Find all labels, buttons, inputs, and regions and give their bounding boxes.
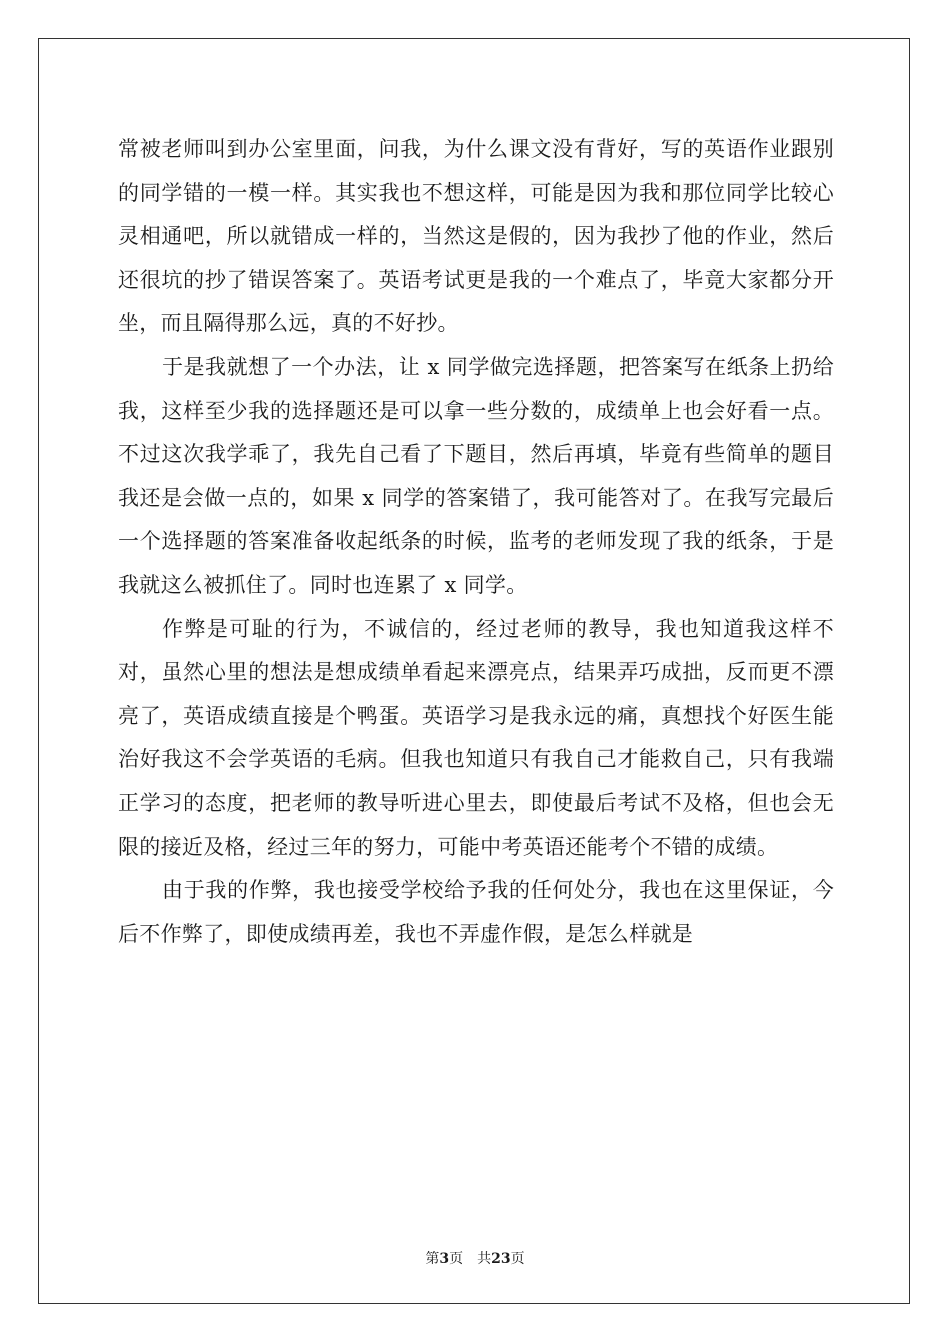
paragraph-2: 于是我就想了一个办法，让 x 同学做完选择题，把答案写在纸条上扔给我，这样至少我的选择题还是可以拿一些分数的，成绩单上也会好看一点。不过这次我学乖了，我先自己看了下题目，然后再填，毕竟有些简单的题目我还是会做一点的，如果 x 同学的答案错了，我可能答对了。在我写完最后一个选择题的答案准备收起纸条的时候，监考的老师发现了我的纸条，于是我就这么被抓住了。同时也连累了 x 同学。 <box>118 354 834 597</box>
total-unit: 页 <box>510 1251 525 1267</box>
total-page-number: 23 <box>491 1251 511 1267</box>
page-unit: 页 <box>449 1251 464 1267</box>
page-footer <box>0 1248 950 1268</box>
paragraph-4: 由于我的作弊，我也接受学校给予我的任何处分，我也在这里保证，今后不作弊了，即使成绩再差，我也不弄虚作假，是怎么样就是 <box>118 878 834 946</box>
paragraph-continued: 常被老师叫到办公室里面，问我，为什么课文没有背好，写的英语作业跟别的同学错的一模一样。其实我也不想这样，可能是因为我和那位同学比较心灵相通吧，所以就错成一样的，当然这是假的，因为我抄了他的作业，然后还很坑的抄了错误答案了。英语考试更是我的一个难点了，毕竟大家都分开坐，而且隔得那么远，真的不好抄。 <box>118 137 834 336</box>
paragraph-3: 作弊是可耻的行为，不诚信的，经过老师的教导，我也知道我这样不对，虽然心里的想法是想成绩单看起来漂亮点，结果弄巧成拙，反而更不漂亮了，英语成绩直接是个鸭蛋。英语学习是我永远的痛，真想找个好医生能治好我这不会学英语的毛病。但我也知道只有我自己才能救自己，只有我端正学习的态度，把老师的教导听进心里去，即使最后考试不及格，但也会无限的接近及格，经过三年的努力，可能中考英语还能考个不错的成绩。 <box>118 616 834 859</box>
current-page-number: 3 <box>439 1251 450 1267</box>
document-body <box>118 128 834 956</box>
total-prefix: 共 <box>477 1251 492 1267</box>
page-prefix: 第 <box>425 1251 440 1267</box>
